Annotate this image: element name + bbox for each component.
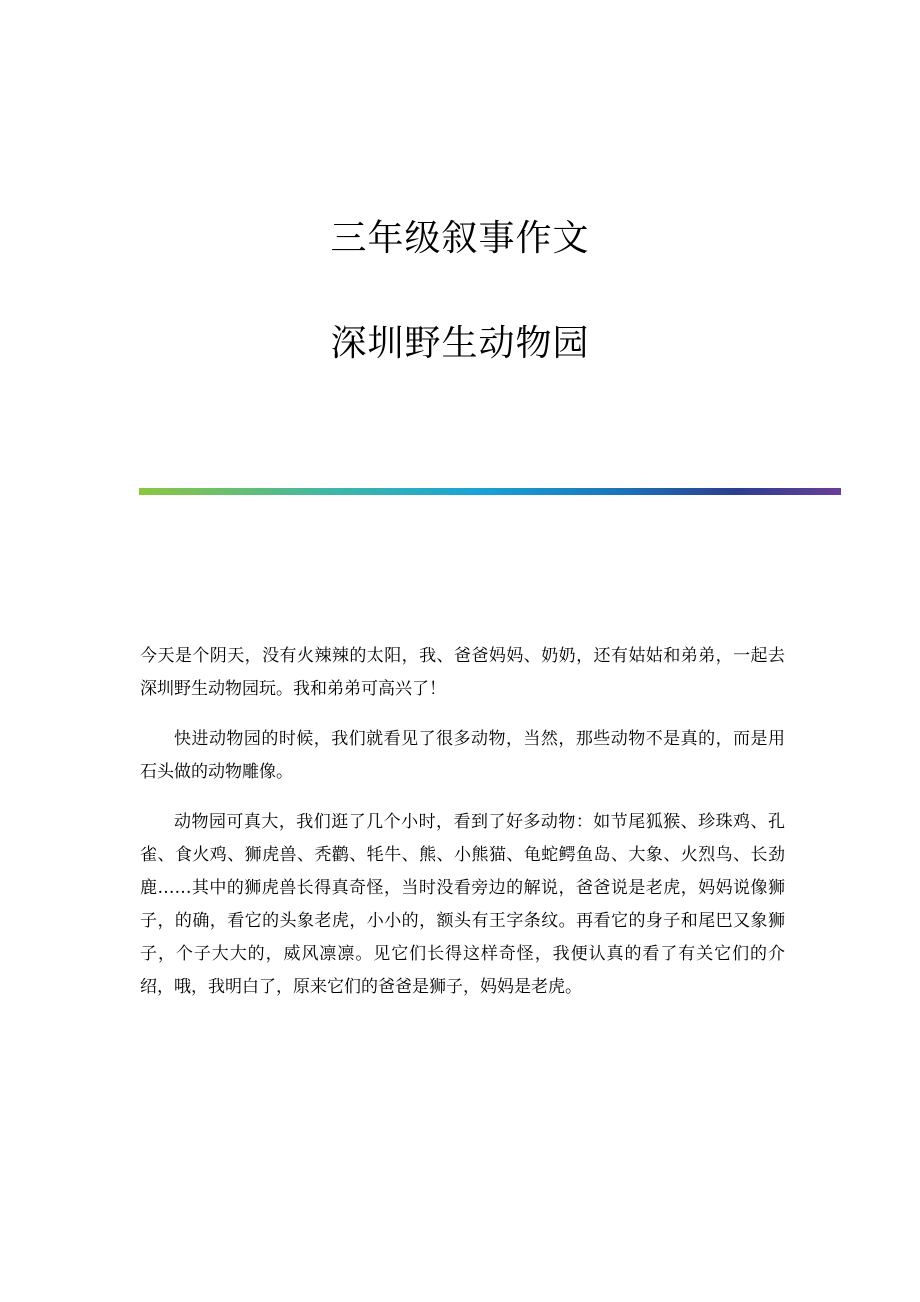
paragraph-3: 动物园可真大，我们逛了几个小时，看到了好多动物：如节尾狐猴、珍珠鸡、孔雀、食火鸡、狮虎兽、秃鹳、牦牛、熊、小熊猫、龟蛇鳄鱼岛、大象、火烈鸟、长劲鹿……其中的狮虎兽长得真奇怪，当时没看旁边的解说，爸爸说是老虎，妈妈说像狮子，的确，看它的头象老虎，小小的，额头有王字条纹。再看它的身子和尾巴又象狮子，个子大大的，威风凛凛。见它们长得这样奇怪，我便认真的看了有关它们的介绍，哦，我明白了，原来它们的爸爸是狮子，妈妈是老虎。	[140, 812, 785, 997]
document-body	[140, 640, 785, 1021]
gradient-divider	[139, 488, 841, 495]
paragraph-1: 今天是个阴天，没有火辣辣的太阳，我、爸爸妈妈、奶奶，还有姑姑和弟弟，一起去深圳野生动物园玩。我和弟弟可高兴了！	[140, 646, 785, 699]
document-subtitle: 深圳野生动物园	[330, 323, 590, 364]
document-title: 三年级叙事作文	[330, 218, 590, 259]
paragraph-2: 快进动物园的时候，我们就看见了很多动物，当然，那些动物不是真的，而是用石头做的动物雕像。	[140, 729, 785, 782]
